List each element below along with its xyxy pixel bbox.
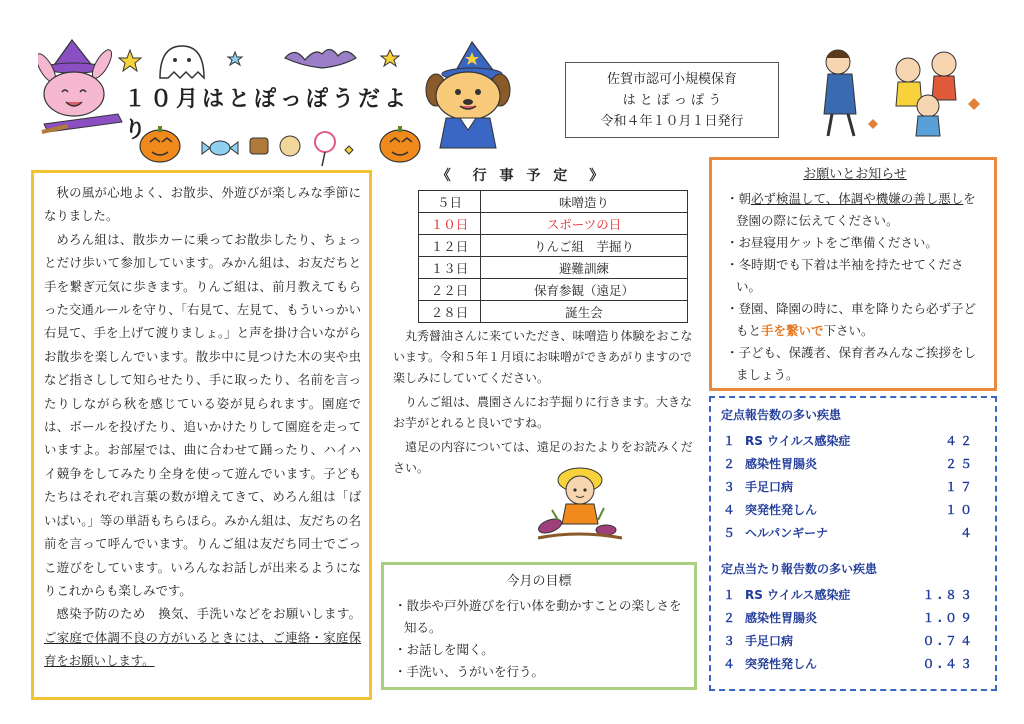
disease-name: 感染性胃腸炎 [745,457,818,471]
goal-item: ・手洗い、うがいを行う。 [394,664,545,679]
disease-rank: １ [723,434,736,448]
event-schedule-table [418,190,688,323]
disease-rate-row [721,652,985,675]
disease-rate-row [721,583,985,606]
notice-text: 下さい。 [823,323,874,338]
schedule-date: １２日 [419,235,481,257]
disease-count: １７ [944,480,975,494]
disease-name: ヘルパンギーナ [745,526,829,540]
disease-count: ４２ [944,434,975,448]
disease-name: 突発性発しん [745,657,818,671]
schedule-row [419,257,688,279]
schedule-note: 丸秀醤油さんに来ていただき、味噌造り体験をおこないます。令和５年１月頃にお味噌ができあがりますので楽しみにしていてください。 [393,329,693,385]
notice-item [726,298,984,342]
disease-row [721,452,985,475]
newsletter-title: １０月はとぽっぽうだより [124,86,411,143]
disease-row [721,498,985,521]
disease-name: RS ウイルス感染症 [745,434,851,448]
report-paragraph [44,602,361,672]
report-paragraph: 秋の風が心地よく、お散歩、外遊びが楽しみな季節になりました。 [44,185,361,224]
disease-count: ４ [959,526,975,540]
disease-name: 感染性胃腸炎 [745,611,818,625]
notice-text: ・登園、降園の時に、車を降りたら必ず子どもと [726,301,977,338]
puppy-wizard-illustration [420,40,512,150]
notice-title: お願いとお知らせ [803,167,907,182]
schedule-row [419,301,688,323]
disease-rate: ０.７４ [922,634,975,648]
disease-rate-row [721,606,985,629]
schedule-date: １０日 [419,213,481,235]
disease-row [721,521,985,544]
disease-name: RS ウイルス感染症 [745,588,851,602]
disease-rate: １.０９ [922,611,975,625]
disease-name: 手足口病 [745,634,794,648]
schedule-event: 避難訓練 [481,257,688,279]
disease-rank: ４ [723,657,736,671]
disease-rank: ４ [723,503,736,517]
goals-list [394,595,684,683]
schedule-date: ５日 [419,191,481,213]
schedule-event: 誕生会 [481,301,688,323]
schedule-row [419,235,688,257]
bat-icon [285,49,356,68]
goals-title: 今月の目標 [506,574,572,589]
report-paragraph: めろん組は、散歩カーに乗ってお散歩したり、ちょっとだけ歩いて参加しています。みかん組は、お友だちと手を繋ぎ元気に歩きます。りんご組は、前月教えてもらった交通ルールを守り、「右見て、左見て、もういっかい右見て、手を上げて渡りましょ。」と声を掛け合いながらお散歩を楽しんでいます。散歩中に見つけた木の実や虫など指さしして知らせたり、手に取ったり、名前を言ったりしながら秋を感じている姿が見られます。園庭では、ボールを投げたり、追いかけたりして園庭を走っていますよ。お部屋では、曲に合わせて踊ったり、ハイハイ競争をしてみたり全身を使って遊んでいます。子どもたちはそれぞれ言葉の数が増えてきて、めろん組は「ばいばい。」等の単語もちらほら。みかん組は、友だちの名前を言って呼んでいます。りんご組は友だち同士でごっこ遊びをしています。いろんなお話しが出来るようになりこれからも楽しみです。 [44,231,361,598]
bunny-witch-illustration [38,38,130,138]
facility-name: は と ぽ っ ぽ う [622,93,722,108]
publisher-name: 佐賀市認可小規模保育 [606,72,737,87]
schedule-title: 《 行 事 予 定 》 [436,168,608,184]
schedule-row [419,279,688,301]
notice-item: ・子ども、保護者、保育者みんなご挨拶をしましょう。 [726,345,977,382]
monthly-goals-box [381,562,697,690]
schedule-date: １３日 [419,257,481,279]
disease-list-title: 定点報告数の多い疾患 [721,408,842,422]
disease-name: 手足口病 [745,480,794,494]
disease-rank: ２ [723,457,736,471]
disease-row [721,475,985,498]
goal-item: ・散歩や戸外遊びを行い体を動かすことの楽しさを知る。 [394,598,682,635]
schedule-notes [393,326,693,482]
notice-text: を登園の際に伝えてください。 [736,191,976,228]
disease-name: 突発性発しん [745,503,818,517]
disease-rank: ３ [723,480,736,494]
notice-text: ・朝 [726,191,752,206]
schedule-row [419,191,688,213]
schedule-event: スポーツの日 [481,213,688,235]
ghost-icon [160,46,204,78]
schedule-note: 遠足の内容については、遠足のおたよりをお読みください。 [393,440,693,475]
disease-count: １０ [944,503,975,517]
star-icon [381,50,399,66]
notice-highlight: 手を繋いで [761,323,824,338]
potato-digging-child-illustration [528,460,628,544]
star-icon [228,52,242,65]
schedule-event: 保育参観（遠足） [481,279,688,301]
disease-rank: １ [723,588,736,602]
schedule-event: りんご組 芋掘り [481,235,688,257]
issue-date: 令和４年１０月１日発行 [600,114,744,129]
disease-report-box [709,396,997,691]
goal-item: ・お話しを聞く。 [394,642,494,657]
notice-item: ・冬時期でも下着は半袖を持たせてください。 [726,257,964,294]
disease-rate: ０.４３ [922,657,975,671]
notice-item: ・お昼寝用ケットをご準備ください。 [726,235,938,250]
disease-rank: ３ [723,634,736,648]
monthly-report-column [31,170,372,700]
schedule-date: ２２日 [419,279,481,301]
notice-emphasis: 必ず検温して、体調や機嫌の善し悪し [751,191,964,206]
disease-rank: ５ [723,526,736,540]
disease-rate-title: 定点当たり報告数の多い疾患 [721,562,878,576]
requests-notices-box [709,157,997,391]
disease-count: ２５ [944,457,975,471]
disease-rank: ２ [723,611,736,625]
notice-item [726,188,984,232]
schedule-row-holiday [419,213,688,235]
disease-rate-row [721,629,985,652]
schedule-date: ２８日 [419,301,481,323]
disease-rate: １.８３ [922,588,975,602]
infection-prevention-text: 感染予防のため 換気、手洗いなどをお願いします。 [56,606,361,622]
family-illustration [808,44,998,138]
notice-list [726,188,984,386]
publisher-info-box [565,62,779,138]
schedule-event: 味噌造り [481,191,688,213]
sick-family-request: ご家庭で体調不良の方がいるときには、ご連絡・家庭保育をお願いします。 [44,629,361,669]
disease-row [721,429,985,452]
schedule-note: りんご組は、農園さんにお芋掘りに行きます。大きなお芋がとれると良いですね。 [393,395,693,430]
